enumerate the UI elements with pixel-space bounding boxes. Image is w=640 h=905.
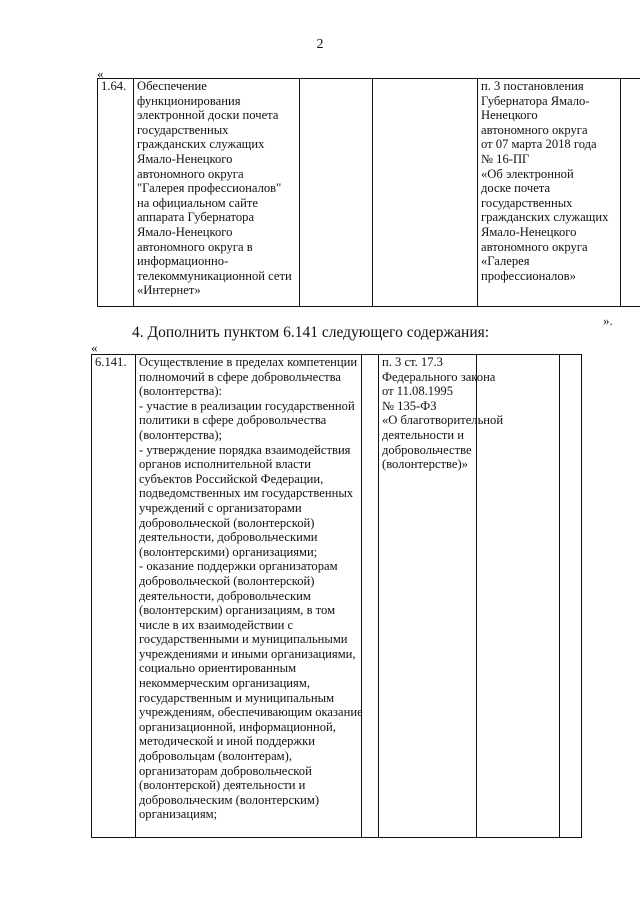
desc-line: политики в сфере добровольчества xyxy=(139,413,327,428)
desc-line: на официальном сайте xyxy=(137,195,258,210)
desc-line: «Интернет» xyxy=(137,283,201,298)
desc-line: организаторам добровольческой xyxy=(139,763,312,778)
desc-line: аппарата Губернатора xyxy=(137,210,255,225)
desc-line: Осуществление в пределах компетенции xyxy=(139,355,358,369)
desc-line: (волонтерской) деятельности и xyxy=(139,778,306,793)
item-number: 1.64. xyxy=(98,79,134,307)
desc-line: (волонтерскими) организациями; xyxy=(139,544,318,559)
desc-line: добровольческим (волонтерским) xyxy=(139,792,320,807)
open-quote-2: « xyxy=(91,340,98,355)
desc-line: Ямало-Ненецкого xyxy=(137,151,233,166)
desc-line: добровольческой (волонтерской) xyxy=(139,573,315,588)
ref-line: доске почета xyxy=(481,181,551,196)
ref-line: Федерального закона xyxy=(382,369,496,384)
desc-line: государственных xyxy=(137,122,229,137)
desc-line: органов исполнительной власти xyxy=(139,457,311,472)
ref-line: «Галерея xyxy=(481,254,530,269)
item-legal-reference xyxy=(379,355,504,838)
page-number: 2 xyxy=(316,37,324,52)
ref-line: добровольчестве xyxy=(382,442,472,457)
desc-line: учреждениям, обеспечивающим оказание xyxy=(139,705,363,720)
empty-cell xyxy=(621,79,640,307)
ref-line: (волонтерстве)» xyxy=(382,457,468,472)
ref-line: деятельности и xyxy=(382,427,464,442)
ref-line: Ямало-Ненецкого xyxy=(481,224,577,239)
desc-line: добровольцам (волонтерам), xyxy=(139,749,292,764)
desc-line: учреждениями и иными организациями, xyxy=(139,646,356,661)
ref-line: от 11.08.1995 xyxy=(382,384,453,399)
ref-line: государственных xyxy=(481,195,573,210)
empty-cell xyxy=(300,79,373,307)
ref-line: № 135-ФЗ xyxy=(382,398,437,413)
section-heading: 4. Дополнить пунктом 6.141 следующего содержания: xyxy=(132,324,490,341)
ref-line: п. 3 ст. 17.3 xyxy=(382,355,443,369)
ref-line: Губернатора Ямало- xyxy=(481,93,590,108)
table-row xyxy=(92,355,582,838)
empty-cell xyxy=(373,79,478,307)
desc-line: добровольческой (волонтерской) xyxy=(139,515,315,530)
desc-line: субъектов Российской Федерации, xyxy=(139,471,324,486)
desc-line: - оказание поддержки организаторам xyxy=(139,559,338,574)
table-item-6-141 xyxy=(91,354,582,838)
item-description xyxy=(136,355,362,838)
ref-line: «О благотворительной xyxy=(382,413,504,428)
desc-line: телекоммуникационной сети xyxy=(137,268,292,283)
desc-line: полномочий в сфере добровольчества xyxy=(139,369,341,384)
desc-line: числе в их взаимодействии с xyxy=(139,617,294,632)
desc-line: "Галерея профессионалов" xyxy=(137,181,282,196)
item-legal-reference xyxy=(478,79,621,307)
desc-line: Обеспечение xyxy=(137,79,207,93)
item-number: 6.141. xyxy=(92,355,136,838)
desc-line: организационной, информационной, xyxy=(139,719,336,734)
desc-line: (волонтерства); xyxy=(139,427,223,442)
ref-line: автономного округа xyxy=(481,239,588,254)
open-quote-1: « xyxy=(97,66,104,81)
desc-line: информационно- xyxy=(137,254,229,269)
desc-line: деятельности, добровольческим xyxy=(139,588,311,603)
desc-line: методической и иной поддержки xyxy=(139,734,315,749)
ref-line: Ненецкого xyxy=(481,108,538,123)
table-item-1-64 xyxy=(97,78,640,307)
desc-line: организациям; xyxy=(139,807,218,822)
ref-line: профессионалов» xyxy=(481,268,576,283)
empty-cell xyxy=(560,355,582,838)
desc-line: некоммерческим организациям, xyxy=(139,676,310,691)
ref-line: «Об электронной xyxy=(481,166,574,181)
ref-line: п. 3 постановления xyxy=(481,79,584,93)
ref-line: № 16-ПГ xyxy=(481,151,530,166)
desc-line: государственными и муниципальными xyxy=(139,632,348,647)
desc-line: государственным и муниципальным xyxy=(139,690,335,705)
desc-line: гражданских служащих xyxy=(137,137,265,152)
item-description xyxy=(134,79,300,307)
desc-line: - утверждение порядка взаимодействия xyxy=(139,442,351,457)
close-quote: ». xyxy=(603,313,613,328)
desc-line: (волонтерским) организациям, в том xyxy=(139,603,336,618)
desc-line: автономного округа в xyxy=(137,239,253,254)
desc-line: электронной доски почета xyxy=(137,108,279,123)
desc-line: социально ориентированным xyxy=(139,661,297,676)
ref-line: автономного округа xyxy=(481,122,588,137)
desc-line: (волонтерства): xyxy=(139,384,223,399)
desc-line: учреждений с организаторами xyxy=(139,500,302,515)
table-row xyxy=(98,79,640,307)
desc-line: подведомственных им государственных xyxy=(139,486,354,501)
desc-line: автономного округа xyxy=(137,166,244,181)
desc-line: - участие в реализации государственной xyxy=(139,398,355,413)
empty-cell xyxy=(362,355,379,838)
desc-line: деятельности, добровольческими xyxy=(139,530,318,545)
ref-line: от 07 марта 2018 года xyxy=(481,137,597,152)
desc-line: Ямало-Ненецкого xyxy=(137,224,233,239)
ref-line: гражданских служащих xyxy=(481,210,609,225)
desc-line: функционирования xyxy=(137,93,241,108)
